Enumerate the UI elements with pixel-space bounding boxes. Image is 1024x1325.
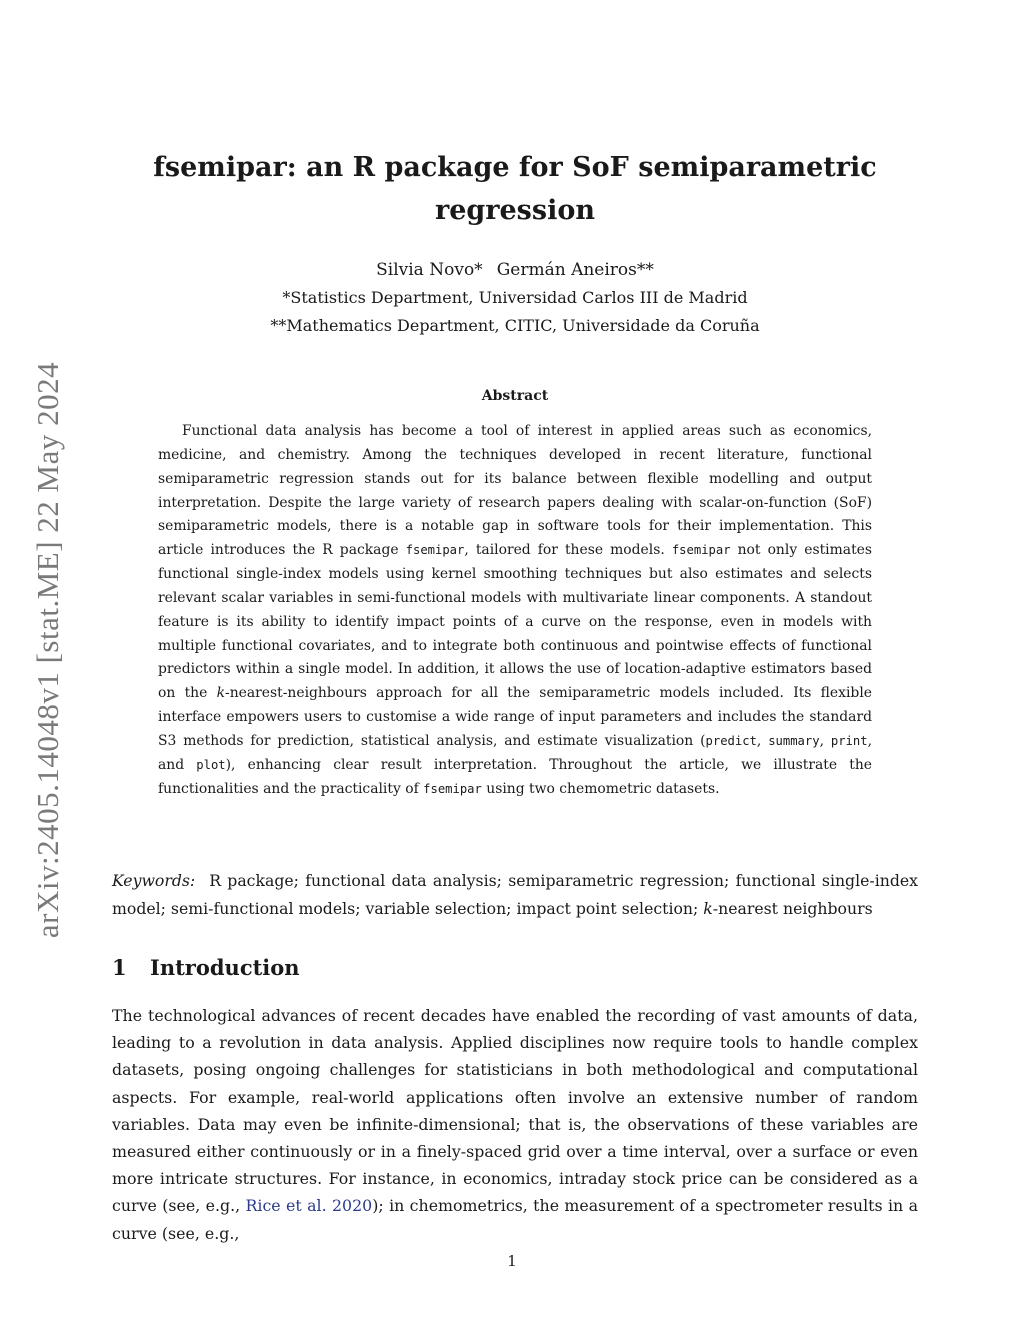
abstract-text-4: -nearest-neighbours approach for all the semiparametric models included. Its flexible interface empowers users to customise a wide range of input parameters and includes the standard S3 methods for prediction, statistical analysis, and estimate visualization ( (158, 685, 872, 749)
authors (112, 257, 918, 283)
code-fsemipar: fsemipar (423, 781, 482, 796)
abstract-text-3: not only estimates functional single-index models using kernel smoothing techniques but also estimates and selects relevant scalar variables in semi-functional models with multivariate linear components. A standout feature is its ability to identify impact points of a curve on the response, even in models with multiple functional covariates, and to integrate both continuous and pointwise effects of functional predictors within a single model. In addition, it allows the use of location-adaptive estimators based on the (158, 542, 872, 702)
code-predict: predict (705, 733, 757, 748)
code-fsemipar: fsemipar (671, 543, 731, 558)
arxiv-stamp (18, 340, 78, 960)
keywords-text: R package; functional data analysis; semiparametric regression; functional single-index model; semi-functional models; variable selection; impact point selection; (112, 871, 918, 918)
section-number: 1 (112, 955, 127, 980)
arxiv-stamp-text: arXiv:2405.14048v1 [stat.ME] 22 May 2024 (30, 361, 65, 939)
section-heading-introduction (112, 953, 300, 983)
abstract-comma: , (756, 732, 769, 749)
page-number: 1 (507, 1252, 517, 1270)
abstract-text-6: using two chemometric datasets. (481, 780, 720, 797)
code-fsemipar: fsemipar (405, 543, 465, 558)
intro-text: The technological advances of recent decades have enabled the recording of vast amounts of data, leading to a revolution in data analysis. Applied disciplines now require tools to handle complex datasets, posing ongoing challenges for statisticians in both methodological and computational aspects. For example, real-world applications often involve an extensive number of random variables. Data may even be infinite-dimensional; that is, the observations of these variables are measured either continuously or in a finely-spaced grid over a time interval, over a surface or even more intricate structures. For instance, in economics, intraday stock price can be considered as a curve (see, e.g., (112, 1006, 918, 1216)
code-print: print (830, 733, 868, 748)
keywords-label: Keywords: (112, 871, 196, 890)
paper-title: fsemipar: an R package for SoF semiparametric regression (153, 152, 877, 226)
affiliation-uc3m: *Statistics Department, Universidad Carlos III de Madrid (282, 288, 748, 307)
citation-link-rice-2020[interactable]: Rice et al. 2020 (245, 1196, 373, 1216)
abstract-and: , and (158, 732, 872, 773)
intro-tail: ); in chemometrics, the measurement of a spectrometer results in a curve (see, e.g., (112, 1196, 918, 1243)
k-symbol: k (216, 685, 226, 702)
abstract-comma: , (819, 732, 831, 749)
code-summary: summary (768, 733, 820, 748)
code-plot: plot (196, 757, 226, 772)
abstract-paragraph (158, 420, 872, 802)
k-symbol: k (703, 898, 713, 918)
author-novo: Silvia Novo* (376, 260, 483, 280)
abstract-text-5: ), enhancing clear result interpretation. Throughout the article, we illustrate the functionalities and the practicality of (158, 756, 872, 797)
abstract-text-1: Functional data analysis has become a tool of interest in applied areas such as economics, medicine, and chemistry. Among the techniques developed in recent literature, functional semiparametric regression stands out for its balance between flexible modelling and output interpretation. Despite the large variety of research papers dealing with scalar-on-function (SoF) semiparametric models, there is a notable gap in software tools for their implementation. This article introduces the R package (158, 423, 872, 559)
keywords-tail: -nearest neighbours (712, 898, 873, 918)
section-title: Introduction (150, 955, 300, 980)
abstract-text-2: , tailored for these models. (464, 542, 672, 559)
affiliation-coruna: **Mathematics Department, CITIC, Universidade da Coruña (270, 316, 760, 335)
author-aneiros: Germán Aneiros** (496, 260, 654, 280)
introduction-paragraph (112, 1002, 918, 1247)
abstract-heading: Abstract (481, 388, 549, 404)
keywords (112, 867, 918, 922)
